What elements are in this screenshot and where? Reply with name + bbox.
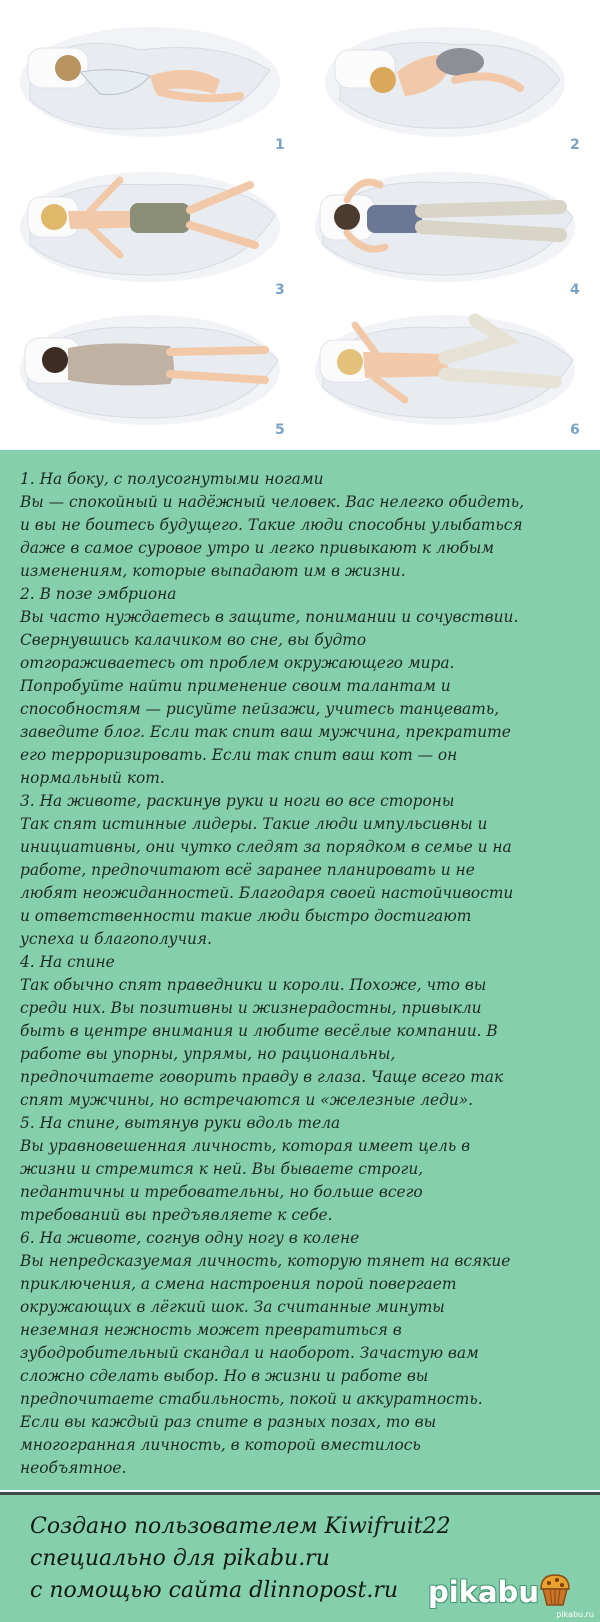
text-line: неземная нежность может превратиться в — [20, 1321, 402, 1339]
text-line: Вы непредсказуемая личность, которую тянет на всякие — [20, 1252, 511, 1270]
illustration-number: 5 — [275, 422, 285, 438]
text-line: отгораживаетесь от проблем окружающего мира. — [20, 654, 455, 672]
credit-line-author: Создано пользователем Kiwifruit22 — [30, 1514, 451, 1539]
text-line: сложно сделать выбор. Но в жизни и работе вы — [20, 1367, 429, 1385]
text-line: работе, предпочитают всё заранее планировать и не — [20, 861, 475, 879]
text-line: среди них. Вы позитивны и жизнерадостны, привыкли — [20, 999, 482, 1017]
text-line: работе вы упорны, упрямы, но рациональны, — [20, 1045, 396, 1063]
text-line: многогранная личность, в которой вместилось — [20, 1436, 421, 1454]
credit-line-service: с помощью сайта dlinnopost.ru — [30, 1578, 399, 1603]
text-line: 2. В позе эмбриона — [20, 585, 177, 603]
text-line: и вы не боитесь будущего. Такие люди способны улыбаться — [20, 516, 523, 534]
text-line: любят неожиданностей. Благодаря своей настойчивости — [20, 884, 514, 902]
text-line: изменениям, которые выпадают им в жизни. — [20, 562, 406, 580]
watermark: pikabu.ru — [556, 1610, 594, 1619]
footer — [0, 1495, 600, 1622]
illustration-number: 1 — [275, 137, 285, 153]
pikabu-logo[interactable]: pikabu — [428, 1575, 539, 1609]
text-line: Если вы каждый раз спите в разных позах, то вы — [20, 1413, 437, 1431]
text-line: приключения, а смена настроения порой повергает — [20, 1275, 457, 1293]
text-line: 1. На боку, с полусогнутыми ногами — [20, 470, 324, 488]
text-line: предпочитаете говорить правду в глаза. Чаще всего так — [20, 1068, 504, 1086]
text-line: Попробуйте найти применение своим талантам и — [20, 677, 451, 695]
sleeper-fetal-illustration — [305, 10, 585, 150]
credit-text — [30, 1511, 451, 1607]
text-line: заведите блог. Если так спит ваш мужчина, прекратите — [20, 723, 511, 741]
illustration-panel-2 — [305, 10, 585, 150]
text-line: 3. На животе, раскинув руки и ноги во все стороны — [20, 792, 455, 810]
illustration-number: 6 — [570, 422, 580, 438]
text-line: Свернувшись калачиком во сне, вы будто — [20, 631, 367, 649]
sleeper-stomach-spread-illustration — [10, 155, 290, 295]
text-line: Так спят истинные лидеры. Такие люди импульсивны и — [20, 815, 488, 833]
illustration-number: 4 — [570, 282, 580, 298]
text-line: предпочитаете стабильность, покой и аккуратность. — [20, 1390, 483, 1408]
text-line: быть в центре внимания и любите весёлые компании. В — [20, 1022, 498, 1040]
text-line: инициативны, они чутко следят за порядком в семье и на — [20, 838, 512, 856]
sleeper-back-arms-down-illustration — [10, 300, 290, 440]
credit-line-site: специально для pikabu.ru — [30, 1546, 330, 1571]
text-line: Так обычно спят праведники и короли. Похоже, что вы — [20, 976, 487, 994]
text-line: нормальный кот. — [20, 769, 165, 787]
text-line: педантичны и требовательны, но больше всего — [20, 1183, 423, 1201]
illustration-panel-1 — [10, 10, 290, 150]
text-line: даже в самое суровое утро и легко привыкают к любым — [20, 539, 495, 557]
text-line: спят мужчины, но встречаются и «железные леди». — [20, 1091, 474, 1109]
text-line: Вы часто нуждаетесь в защите, понимании и сочувствии. — [20, 608, 519, 626]
text-line: 4. На спине — [20, 953, 115, 971]
text-line: Вы — спокойный и надёжный человек. Вас нелегко обидеть, — [20, 493, 524, 511]
text-line: 6. На животе, согнув одну ногу в колене — [20, 1229, 360, 1247]
text-line: и ответственности такие люди быстро достигают — [20, 907, 472, 925]
illustration-panel-4 — [305, 155, 585, 295]
text-line: жизни и стремится к ней. Вы бываете строги, — [20, 1160, 424, 1178]
illustration-panel-3 — [10, 155, 290, 295]
text-line: окружающих в лёгкий шок. За считанные минуты — [20, 1298, 445, 1316]
sleeper-side-illustration — [10, 10, 290, 150]
illustration-number: 3 — [275, 282, 285, 298]
text-line: способностям — рисуйте пейзажи, учитесь танцевать, — [20, 700, 500, 718]
text-line: зубодробительный скандал и наоборот. Зачастую вам — [20, 1344, 479, 1362]
text-line: 5. На спине, вытянув руки вдоль тела — [20, 1114, 341, 1132]
sleeper-stomach-knee-illustration — [305, 300, 585, 440]
text-line: успеха и благополучия. — [20, 930, 213, 948]
illustration-panel-5 — [10, 300, 290, 440]
text-line: требований вы предъявляете к себе. — [20, 1206, 333, 1224]
description-text — [0, 450, 600, 1490]
illustration-number: 2 — [570, 137, 580, 153]
cupcake-icon — [535, 1569, 575, 1609]
sleeper-back-illustration — [305, 155, 585, 295]
illustration-panel-6 — [305, 300, 585, 440]
text-line: его терроризировать. Если так спит ваш кот — он — [20, 746, 458, 764]
text-line: необъятное. — [20, 1459, 127, 1477]
sleep-positions-illustrations — [0, 0, 600, 450]
text-line: Вы уравновешенная личность, которая имеет цель в — [20, 1137, 471, 1155]
